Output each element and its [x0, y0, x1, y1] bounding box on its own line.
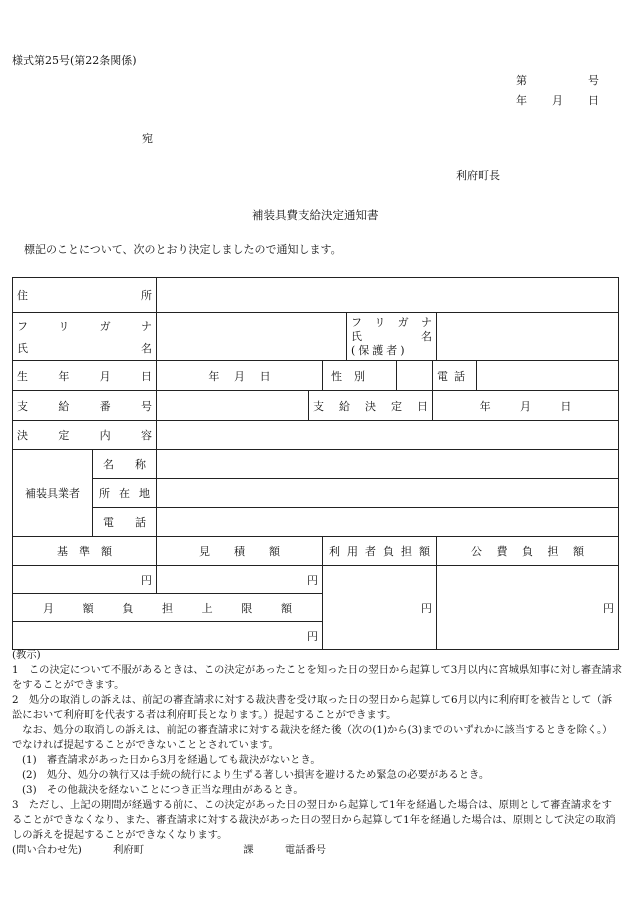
- note-item: 2 処分の取消しの訴えは、前記の審査請求に対する裁決書を受け取った日の翌日から起算して6月以内に利府町を被告として（訴訟において利府町を代表する者は利府町長となります。）提起することができます。: [12, 694, 613, 721]
- decision-month-label: 月: [519, 399, 531, 413]
- field-phone[interactable]: [477, 361, 619, 391]
- field-address[interactable]: [157, 278, 619, 313]
- label-vendor-phone: 電 話: [93, 508, 157, 537]
- note-item: 1 この決定について不服があるときは、この決定があったことを知った日の翌日から起算して3月以内に宮城県知事に対し審査請求をすることができます。: [12, 664, 623, 691]
- field-base-amount[interactable]: 円: [13, 566, 157, 594]
- intro-text: 標記のことについて、次のとおり決定しましたので通知します。: [24, 243, 342, 256]
- note-item: (3) その他裁決を経ないことにつき正当な理由があるとき。: [22, 784, 304, 796]
- doc-number-go: 号: [588, 74, 599, 87]
- label-decision-date: 支 給 決 定 日: [309, 391, 433, 421]
- document-title: 補装具費支給決定通知書: [252, 208, 379, 222]
- contact-town: 利府町: [113, 844, 144, 856]
- label-furigana-name: フ リ ガ ナ 氏 名: [13, 313, 157, 361]
- decision-day-label: 日: [560, 399, 572, 413]
- note-item: 3 ただし、上記の期間が経過する前に、この決定があった日の翌日から起算して1年を経過した場合は、原則として審査請求をすることができなくなり、また、審査請求に対する裁決があった日の翌日から起算して1年を経過した場合は、原則として決定の取消しの訴えを提起することができなくなります。: [12, 799, 616, 841]
- contact-phone: 電話番号: [284, 844, 327, 856]
- field-monthly-limit[interactable]: 円: [13, 622, 323, 650]
- contact-label: (問い合わせ先): [12, 844, 82, 856]
- field-decision-content[interactable]: [157, 421, 619, 450]
- field-estimate[interactable]: 円: [157, 566, 323, 594]
- note-item: (2) 処分、処分の執行又は手続の続行により生ずる著しい損害を避けるため緊急の必要があるとき。: [22, 769, 490, 781]
- instructions-heading: (教示): [12, 649, 41, 661]
- label-payment-number: 支 給 番 号: [13, 391, 157, 421]
- form-table: [12, 277, 619, 650]
- label-birth: 生 年 月 日: [13, 361, 157, 391]
- instructions: [12, 648, 622, 858]
- label-estimate: 見 積 額: [157, 537, 323, 566]
- field-vendor-name[interactable]: [157, 450, 619, 479]
- doc-number-dai: 第: [516, 74, 527, 87]
- date-month: 月: [552, 94, 563, 107]
- label-phone: 電 話: [433, 361, 477, 391]
- field-user-burden[interactable]: [323, 566, 437, 650]
- birth-year-label: 年: [208, 369, 220, 383]
- label-decision-content: 決 定 内 容: [13, 421, 157, 450]
- label-vendor-address: 所 在 地: [93, 479, 157, 508]
- label-base-amount: 基 準 額: [13, 537, 157, 566]
- contact-section: 課: [243, 844, 254, 856]
- label-vendor: 補装具業者: [13, 450, 93, 537]
- user-burden-yen: 円: [421, 601, 432, 615]
- date-year: 年: [516, 94, 527, 107]
- form-number: 様式第25号(第22条関係): [12, 54, 137, 67]
- field-birth[interactable]: [157, 361, 323, 391]
- note-item: なお、処分の取消しの訴えは、前記の審査請求に対する裁決を経た後（次の(1)から(3)までのいずれかに該当するときを除く。）でなければ提起することができないこととされています。: [12, 724, 613, 751]
- field-payment-number[interactable]: [157, 391, 309, 421]
- field-vendor-address[interactable]: [157, 479, 619, 508]
- field-public-burden[interactable]: [437, 566, 619, 650]
- date-day: 日: [588, 94, 599, 107]
- contact: [12, 843, 622, 858]
- label-user-burden: 利 用 者 負 担 額: [323, 537, 437, 566]
- field-vendor-phone[interactable]: [157, 508, 619, 537]
- field-decision-date[interactable]: [433, 391, 619, 421]
- issuer: 利府町長: [456, 169, 500, 182]
- label-address: 住 所: [13, 278, 157, 313]
- note-item: (1) 審査請求があった日から3月を経過しても裁決がないとき。: [22, 754, 321, 766]
- label-monthly-limit: 月 額 負 担 上 限 額: [13, 594, 323, 622]
- field-guardian[interactable]: [437, 313, 619, 361]
- label-guardian: フ リ ガ ナ 氏 名 (保護者): [347, 313, 437, 361]
- birth-day-label: 日: [259, 369, 271, 383]
- field-sex[interactable]: [397, 361, 433, 391]
- addressee-suffix: 宛: [142, 132, 153, 145]
- field-name[interactable]: [157, 313, 347, 361]
- label-public-burden: 公 費 負 担 額: [437, 537, 619, 566]
- label-sex: 性 別: [323, 361, 397, 391]
- decision-year-label: 年: [479, 399, 491, 413]
- label-vendor-name: 名 称: [93, 450, 157, 479]
- birth-month-label: 月: [233, 369, 245, 383]
- public-burden-yen: 円: [603, 601, 614, 615]
- guardian-label: (保護者): [351, 343, 408, 357]
